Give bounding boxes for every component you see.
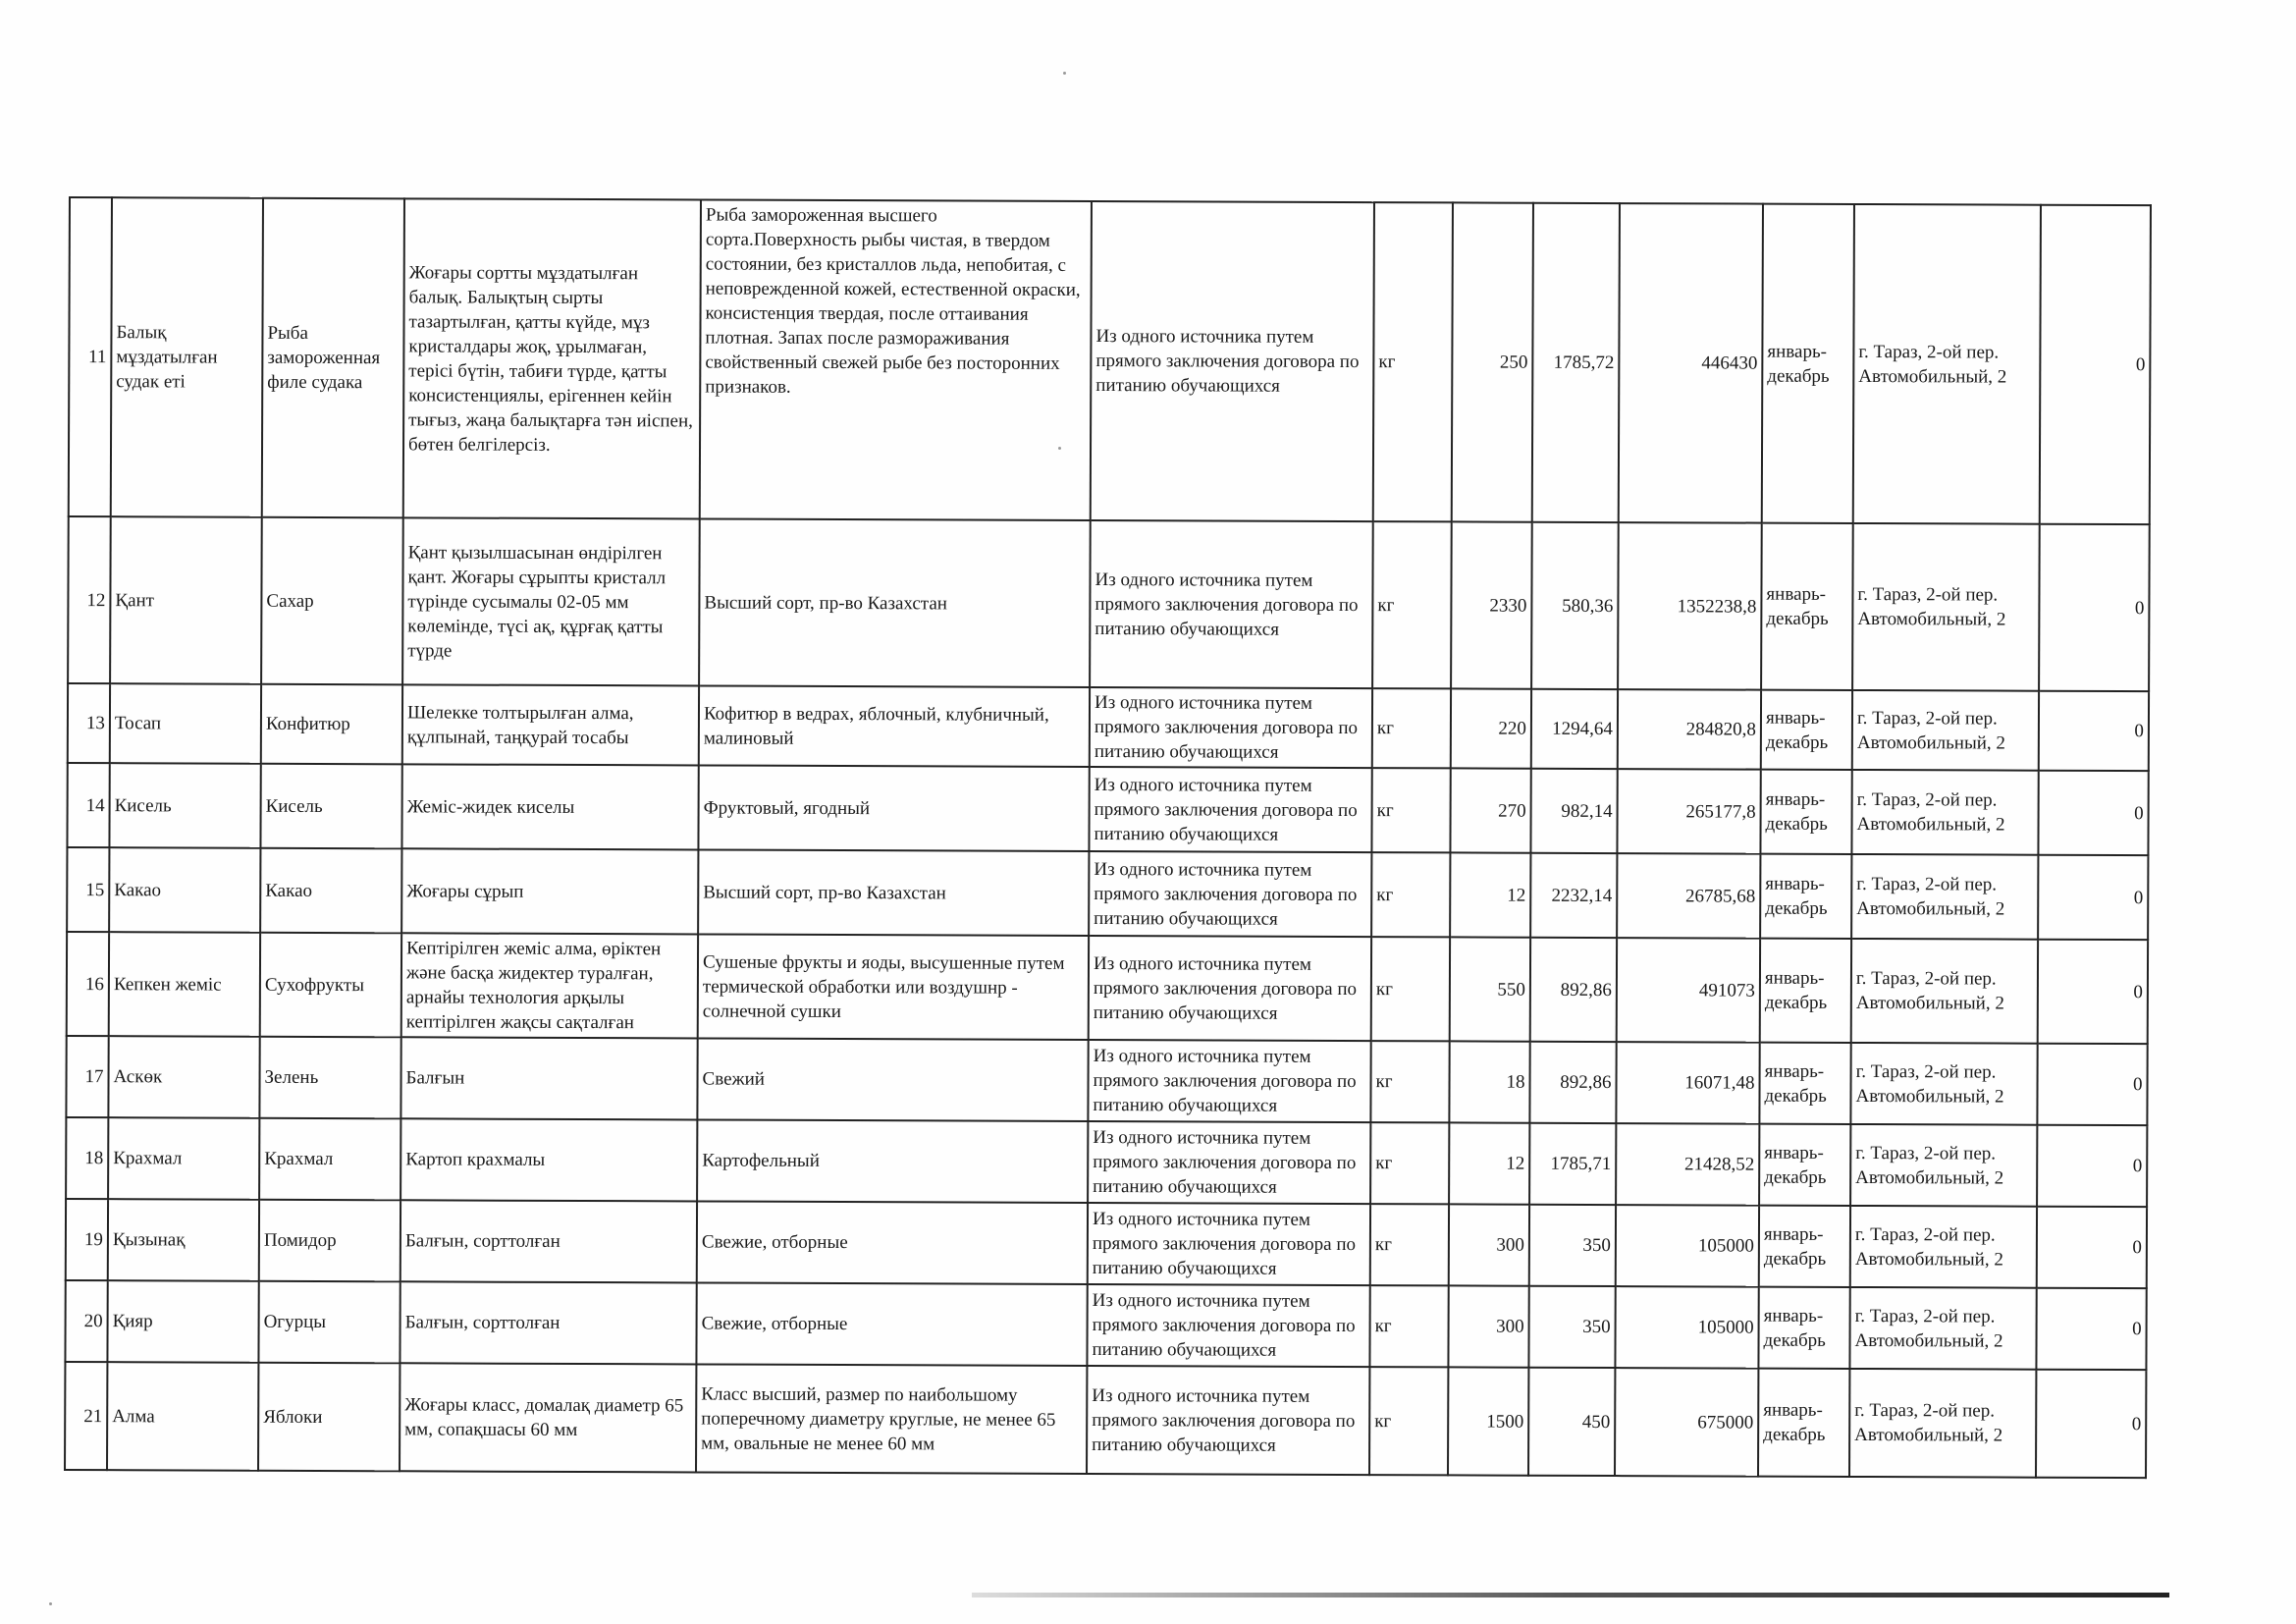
row-number: 17 [66, 1036, 108, 1117]
last-column-cell: 0 [2036, 1288, 2146, 1370]
scan-edge-shadow [972, 1593, 2169, 1597]
procurement-method-cell: Из одного источника путем прямого заключения договора по питанию обучающихся [1087, 1366, 1369, 1475]
name-kz-cell: Қызынақ [108, 1199, 259, 1281]
price-cell: 350 [1529, 1205, 1616, 1286]
sum-cell: 284820,8 [1618, 689, 1761, 770]
last-column-cell: 0 [2039, 691, 2149, 771]
procurement-method-cell: Из одного источника путем прямого заключения договора по питанию обучающихся [1088, 1121, 1370, 1204]
procurement-method-cell: Из одного источника путем прямого заключения договора по питанию обучающихся [1090, 520, 1373, 688]
sum-cell: 26785,68 [1617, 853, 1760, 939]
name-kz-cell: Кисель [109, 763, 260, 848]
table-row [66, 1036, 2147, 1125]
period-cell: январь-декабрь [1759, 1206, 1850, 1287]
table-row [69, 197, 2151, 524]
quantity-cell: 250 [1452, 202, 1533, 521]
spec-ru-cell: Рыба замороженная высшего сорта.Поверхность рыбы чистая, в твердом состоянии, без кристаллов льда, непобитая, с неповрежденной кожей, естественной окраски, консистенция твердая, после оттаивания плотная. Запах после размораживания свойственный свежей рыбе без посторонних признаков. [700, 199, 1092, 520]
scan-speck [1063, 72, 1066, 75]
spec-kz-cell: Жеміс-жидек киселы [401, 764, 698, 849]
quantity-cell: 300 [1448, 1285, 1528, 1367]
row-number: 16 [67, 932, 109, 1036]
period-cell: январь-декабрь [1760, 939, 1851, 1043]
sum-cell: 446430 [1619, 203, 1763, 523]
price-cell: 1294,64 [1531, 689, 1618, 769]
unit-cell: кг [1369, 1367, 1448, 1475]
row-number: 15 [67, 847, 109, 932]
name-ru-cell: Огурцы [258, 1281, 400, 1364]
delivery-address-cell: г. Тараз, 2-ой пер. Автомобильный, 2 [1850, 1124, 2037, 1207]
period-cell: январь-декабрь [1761, 690, 1852, 770]
last-column-cell: 0 [2037, 1207, 2147, 1288]
period-cell: январь-декабрь [1759, 1043, 1850, 1124]
unit-cell: кг [1371, 768, 1450, 852]
delivery-address-cell: г. Тараз, 2-ой пер. Автомобильный, 2 [1849, 1287, 2036, 1370]
price-cell: 580,36 [1531, 522, 1619, 689]
scan-speck [49, 1602, 52, 1605]
procurement-method-cell: Из одного источника путем прямого заключения договора по питанию обучающихся [1090, 687, 1372, 768]
spec-kz-cell: Балғын, сорттолған [400, 1281, 696, 1364]
spec-ru-cell: Высший сорт, пр-во Казахстан [698, 849, 1089, 936]
name-ru-cell: Кисель [260, 764, 401, 849]
procurement-method-cell: Из одного источника путем прямого заключения договора по питанию обучающихся [1089, 767, 1371, 852]
price-cell: 2232,14 [1530, 853, 1617, 938]
last-column-cell: 0 [2038, 771, 2148, 855]
name-kz-cell: Тосап [110, 683, 261, 764]
sum-cell: 491073 [1617, 938, 1760, 1043]
delivery-address-cell: г. Тараз, 2-ой пер. Автомобильный, 2 [1851, 939, 2038, 1044]
last-column-cell: 0 [2037, 1044, 2147, 1125]
quantity-cell: 220 [1451, 688, 1531, 768]
spec-kz-cell: Қант қызылшасынан өндірілген қант. Жоғары сұрыпты кристалл түрінде сусымалы 02-05 мм көлемінде, түсі ақ, құрғақ қатты түрде [402, 517, 700, 685]
period-cell: январь-декабрь [1762, 204, 1854, 523]
spec-ru-cell: Картофельный [697, 1119, 1088, 1203]
sum-cell: 105000 [1616, 1205, 1759, 1287]
last-column-cell: 0 [2040, 205, 2151, 524]
last-column-cell: 0 [2037, 1125, 2147, 1207]
sum-cell: 675000 [1615, 1368, 1758, 1477]
sum-cell: 265177,8 [1617, 769, 1760, 854]
last-column-cell: 0 [2038, 855, 2148, 940]
quantity-cell: 12 [1449, 1122, 1529, 1204]
spec-ru-cell: Фруктовый, ягодный [698, 765, 1089, 851]
price-cell: 1785,72 [1532, 203, 1620, 522]
period-cell: январь-декабрь [1760, 854, 1851, 939]
last-column-cell: 0 [2036, 1370, 2146, 1478]
table-row [68, 516, 2150, 691]
quantity-cell: 18 [1449, 1041, 1529, 1122]
spec-kz-cell: Картоп крахмалы [400, 1118, 697, 1201]
last-column-cell: 0 [2039, 524, 2150, 691]
delivery-address-cell: г. Тараз, 2-ой пер. Автомобильный, 2 [1851, 854, 2038, 940]
procurement-method-cell: Из одного источника путем прямого заключения договора по питанию обучающихся [1091, 201, 1374, 521]
name-kz-cell: Аскөк [108, 1036, 259, 1118]
delivery-address-cell: г. Тараз, 2-ой пер. Автомобильный, 2 [1852, 523, 2040, 691]
spec-ru-cell: Свежие, отборные [697, 1201, 1088, 1284]
name-kz-cell: Кепкен жеміс [109, 932, 260, 1037]
spec-ru-cell: Свежий [697, 1038, 1088, 1121]
period-cell: январь-декабрь [1758, 1369, 1849, 1477]
delivery-address-cell: г. Тараз, 2-ой пер. Автомобильный, 2 [1850, 1043, 2037, 1125]
procurement-method-cell: Из одного источника путем прямого заключения договора по питанию обучающихся [1087, 1284, 1369, 1367]
row-number: 14 [67, 763, 109, 847]
name-ru-cell: Сахар [261, 517, 403, 685]
name-ru-cell: Помидор [259, 1200, 400, 1282]
sum-cell: 1352238,8 [1618, 522, 1762, 690]
procurement-method-cell: Из одного источника путем прямого заключения договора по питанию обучающихся [1089, 936, 1371, 1041]
unit-cell: кг [1371, 852, 1450, 937]
name-kz-cell: Қант [110, 516, 262, 684]
row-number: 19 [66, 1199, 108, 1280]
unit-cell: кг [1371, 937, 1450, 1041]
table-row [66, 1117, 2147, 1207]
name-kz-cell: Алма [107, 1362, 258, 1471]
spec-kz-cell: Жоғары сұрып [401, 848, 698, 934]
unit-cell: кг [1370, 1204, 1449, 1285]
price-cell: 350 [1528, 1286, 1615, 1368]
period-cell: январь-декабрь [1758, 1287, 1849, 1369]
quantity-cell: 270 [1450, 768, 1530, 852]
spec-kz-cell: Жоғары сортты мұздатылған балық. Балықтың сырты тазартылған, қатты күйде, мұз кристалдары жоқ, ұрылмаған, терісі бүтін, табиғи түрде, қатты консистенциялы, ерігеннен кейін тығыз, жаңа балықтарға тән иіспен, бөтен белгілерсіз. [403, 198, 701, 518]
table-row [67, 763, 2148, 855]
delivery-address-cell: г. Тараз, 2-ой пер. Автомобильный, 2 [1853, 204, 2041, 524]
spec-ru-cell: Высший сорт, пр-во Казахстан [699, 518, 1091, 687]
procurement-table [64, 196, 2152, 1479]
price-cell: 450 [1528, 1368, 1615, 1476]
spec-kz-cell: Балғын [400, 1037, 697, 1119]
procurement-method-cell: Из одного источника путем прямого заключения договора по питанию обучающихся [1088, 1203, 1370, 1285]
quantity-cell: 2330 [1451, 521, 1532, 688]
row-number: 20 [65, 1280, 107, 1362]
table-row [68, 683, 2149, 771]
period-cell: январь-декабрь [1761, 523, 1853, 690]
row-number: 13 [68, 683, 110, 763]
spec-kz-cell: Кептірілген жеміс алма, өріктен және басқа жидектер туралған, арнайы технология арқылы кептірілген жақсы сақталған [401, 933, 698, 1038]
unit-cell: кг [1370, 1122, 1449, 1204]
name-ru-cell: Рыба замороженная филе судака [262, 198, 404, 518]
quantity-cell: 550 [1450, 937, 1530, 1041]
delivery-address-cell: г. Тараз, 2-ой пер. Автомобильный, 2 [1851, 770, 2038, 855]
sum-cell: 105000 [1615, 1286, 1758, 1369]
spec-ru-cell: Свежие, отборные [696, 1282, 1087, 1366]
price-cell: 1785,71 [1529, 1123, 1616, 1205]
table-row [65, 1362, 2146, 1478]
price-cell: 982,14 [1530, 769, 1617, 853]
price-cell: 892,86 [1529, 1042, 1616, 1123]
row-number: 21 [65, 1362, 107, 1470]
name-ru-cell: Какао [260, 848, 401, 934]
scan-speck [1058, 447, 1061, 450]
period-cell: январь-декабрь [1759, 1124, 1850, 1206]
price-cell: 892,86 [1530, 938, 1617, 1042]
last-column-cell: 0 [2038, 940, 2148, 1044]
period-cell: январь-декабрь [1760, 770, 1851, 854]
quantity-cell: 1500 [1448, 1367, 1528, 1475]
spec-ru-cell: Кофитюр в ведрах, яблочный, клубничный, малиновый [699, 685, 1090, 767]
table-body [65, 197, 2151, 1478]
delivery-address-cell: г. Тараз, 2-ой пер. Автомобильный, 2 [1849, 1369, 2036, 1478]
unit-cell: кг [1372, 688, 1451, 768]
name-kz-cell: Крахмал [108, 1117, 259, 1200]
quantity-cell: 12 [1450, 852, 1530, 937]
table-row [67, 847, 2148, 940]
spec-kz-cell: Жоғары класс, домалақ диаметр 65 мм, сопақшасы 60 мм [400, 1363, 696, 1472]
sum-cell: 16071,48 [1616, 1042, 1759, 1124]
row-number: 11 [69, 197, 112, 516]
unit-cell: кг [1369, 1285, 1448, 1367]
name-kz-cell: Какао [109, 847, 260, 933]
row-number: 18 [66, 1117, 108, 1199]
name-ru-cell: Сухофрукты [260, 933, 401, 1038]
delivery-address-cell: г. Тараз, 2-ой пер. Автомобильный, 2 [1850, 1206, 2037, 1288]
unit-cell: кг [1372, 521, 1452, 688]
table-row [65, 1280, 2146, 1370]
name-ru-cell: Яблоки [258, 1363, 400, 1472]
delivery-address-cell: г. Тараз, 2-ой пер. Автомобильный, 2 [1852, 690, 2039, 771]
name-kz-cell: Балық мұздатылған судак еті [111, 197, 263, 517]
spec-ru-cell: Сушеные фрукты и яоды, высушенные путем термической обработки или воздушнр - солнечной сушки [698, 934, 1089, 1040]
sum-cell: 21428,52 [1616, 1123, 1759, 1206]
name-ru-cell: Конфитюр [261, 684, 402, 765]
spec-ru-cell: Класс высший, размер по наибольшому поперечному диаметру круглые, не менее 65 мм, овальные не менее 60 мм [696, 1364, 1087, 1474]
name-kz-cell: Қияр [107, 1280, 258, 1363]
name-ru-cell: Крахмал [259, 1118, 400, 1201]
spec-kz-cell: Балғын, сорттолған [400, 1200, 697, 1282]
unit-cell: кг [1373, 202, 1453, 521]
name-ru-cell: Зелень [259, 1037, 400, 1119]
procurement-method-cell: Из одного источника путем прямого заключения договора по питанию обучающихся [1088, 1040, 1370, 1122]
procurement-method-cell: Из одного источника путем прямого заключения договора по питанию обучающихся [1089, 851, 1371, 937]
table-row [66, 1199, 2147, 1288]
spec-kz-cell: Шелекке толтырылған алма, құлпынай, таңқурай тосабы [402, 684, 699, 765]
unit-cell: кг [1370, 1041, 1449, 1122]
table-row [67, 932, 2148, 1044]
row-number: 12 [68, 516, 111, 683]
quantity-cell: 300 [1449, 1204, 1529, 1285]
